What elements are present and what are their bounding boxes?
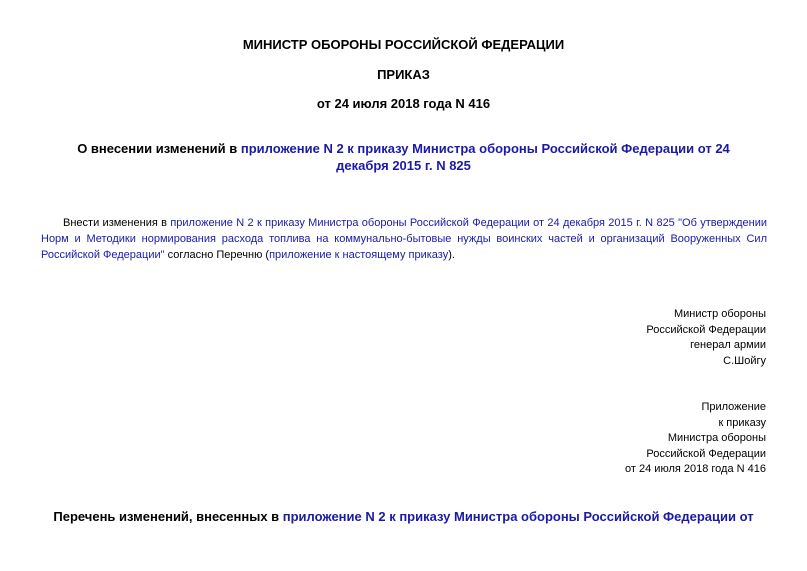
order-title-link-line2: декабря 2015 г. N 825 [336, 158, 471, 173]
body-suffix: ). [448, 249, 455, 261]
appendix-line: Министра обороны [667, 432, 766, 444]
order-title-link[interactable] [241, 141, 730, 173]
body-middle: согласно Перечню ( [164, 249, 270, 261]
signature-line: С.Шойгу [723, 354, 766, 367]
body-link-appendix2[interactable]: приложение N 2 к приказу Министра обороны Российской Федерации от 24 декабря 2015 г. N 825 "Об утверждении Норм и Методики нормирования расхода топлива на коммунально-бытовые нужды воинских частей и организаций Вооруженных Сил Российской Федерации" [41, 217, 767, 261]
date-number: от 24 июля 2018 года N 416 [316, 96, 491, 111]
order-title [0, 140, 807, 174]
changes-title [0, 509, 807, 524]
changes-title-link[interactable]: приложение N 2 к приказу Министра обороны Российской Федерации от [282, 509, 754, 524]
appendix-line: Российской Федерации [646, 447, 766, 460]
signature-line: Министр обороны [674, 308, 766, 320]
appendix-line: Приложение [701, 401, 766, 413]
appendix-block [466, 400, 766, 478]
signature-line: генерал армии [690, 339, 766, 351]
authority-heading: МИНИСТР ОБОРОНЫ РОССИЙСКОЙ ФЕДЕРАЦИИ [242, 37, 565, 52]
order-title-link-line1: приложение N 2 к приказу Министра обороны Российской Федерации от 24 [240, 141, 730, 156]
signature-block [466, 307, 766, 369]
doc-type-heading: ПРИКАЗ [377, 67, 430, 82]
changes-title-prefix: Перечень изменений, внесенных в [53, 509, 283, 524]
signature-line: Российской Федерации [646, 323, 766, 336]
body-prefix: Внести изменения в [63, 217, 171, 229]
order-title-prefix: О внесении изменений в [77, 141, 241, 156]
body-paragraph [41, 215, 767, 263]
appendix-line: к приказу [718, 416, 766, 429]
body-link-annex[interactable]: приложение к настоящему приказу [269, 249, 449, 261]
appendix-line: от 24 июля 2018 года N 416 [625, 463, 766, 475]
